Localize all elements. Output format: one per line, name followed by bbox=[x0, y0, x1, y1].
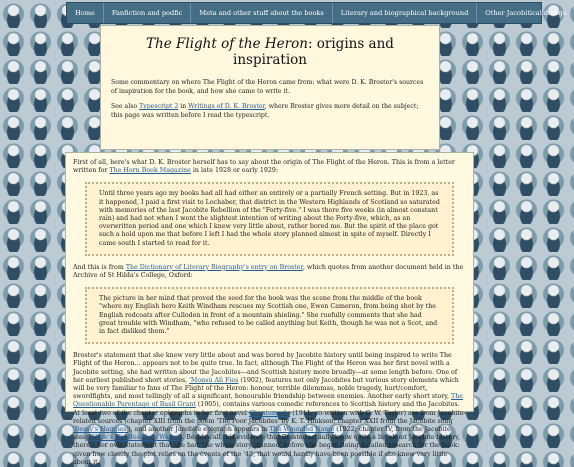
quote-block-2: The picture in her mind that proved the seed for the book was the scene from the middle of the book "where my English hero Keith Windham rescues my Scottish one, Ewen Cameron, from being shot by the English redcoats after Culloden in front of a mountain shieling." She ruefully comments that she had great trouble with Windham, "who refused to be called anything but Keith, though he was not a Scot, and in fact disliked them." bbox=[85, 287, 454, 344]
main-content bbox=[65, 152, 474, 466]
see-also-suffix: , where Broster gives more detail on the subject; this page was written before I read the typescript. bbox=[111, 103, 419, 119]
page-title-rest: : origins and inspiration bbox=[233, 36, 394, 68]
p1-text-a: First of all, here's what D. K. Broster herself has to say about the origin of The Flight of the Heron. This is from a letter written for bbox=[73, 159, 455, 175]
writings-link[interactable]: Writings of D. K. Broster bbox=[188, 103, 265, 110]
horn-book-link[interactable]: The Horn Book Magazine bbox=[109, 167, 191, 175]
p3-text-f: (1922; chapter IV, from the Jacobite song bbox=[73, 426, 451, 442]
paragraph-3 bbox=[73, 352, 466, 467]
p3-text-a: Broster's statement that she knew very little about and was bored by Jacobite history until being inspired to write The Flight of the Heron... appears not to be quite true. In fact, although The Flight of the Heron was her first novel with a Jacobite setting, she had written about the Jacobites—and Scottish history more broadly—at some length before. One of her earliest published short stories, bbox=[73, 352, 458, 384]
page-title-italic: The Flight of the Heron bbox=[146, 36, 308, 52]
p2-text-b: , which quotes from another document held in the Archive of St Hilda's College, Oxford: bbox=[73, 263, 464, 280]
nav-home[interactable]: Home bbox=[67, 3, 104, 23]
nav-meta[interactable]: Meta and other stuff about the books bbox=[191, 3, 332, 23]
p3-text-d: (1911; co-written with G. W. Taylor) are from Jacobite-related sources (chapter XIII from the poem 'The Poor Jacobites' by K. T. Hinkson; chapter XXII from the Jacobite song bbox=[73, 409, 466, 425]
literary-biography-link[interactable]: The Dictionary of Literary Biography's entry on Broster bbox=[125, 263, 303, 271]
see-also-in: in bbox=[178, 103, 189, 110]
wounded-name-link[interactable]: The Wounded Name bbox=[269, 426, 335, 434]
bessys-haggies-link[interactable]: 'Bessy's Haggies' bbox=[73, 426, 129, 434]
p3-text-e: ), and another Jacobite epigraph appears in bbox=[128, 426, 270, 434]
typescript-2-link[interactable]: Typescript 2 bbox=[139, 103, 179, 110]
p3-text-b: (1902), features not only Jacobites but various story elements which will be very familiar to fans of The Flight of the Heron: honour, terrible dilemmas, noble tragedy, hurt/comfort, swordfights, and most tellingly of all a significant, honourable friendship between enemies. Another early short story, bbox=[73, 376, 459, 401]
p1-text-b: in late 1928 or early 1929: bbox=[190, 167, 279, 175]
quote-block-1: Until three years ago my books had all had either an entirely or a partially French setting. But in 1923, as it happened, I paid a first visit to Lochaber, that district in the Western Highlands of Scotland so saturated with memories of the last Jacobite Rebellion of the "Forty-five." I was there five weeks (in almost constant rain) and had not when I went the slightest intention of writing about the Forty-five, which, as an overwritten period and one which I knew very little about, rather bored me. But the spirit of the place got such a hold upon me that before I left I had the whole story planned almost in spite of myself. Directly I came south I started to read for it. bbox=[85, 182, 454, 255]
paragraph-2 bbox=[73, 264, 466, 280]
page-header bbox=[100, 25, 440, 150]
top-navigation bbox=[66, 2, 567, 24]
p2-text-a: And this is from bbox=[73, 263, 126, 271]
chantemerle-link[interactable]: Chantemerle bbox=[248, 409, 291, 417]
p3-text-g: ). Besides all this evidence that Broster actually knew quite a bit about Jacobite history, there's her own statement that she had 'the whole story planned' before she began doing detailed research for the book: given how closely the plot relies on the events of the '45, that would hardly have been possible if she knew very little about it. bbox=[73, 434, 460, 466]
p3-text-c: (1905), contains various comedic references to Scottish history and the Jacobites. At least two of the chapter epigraphs in her first novel bbox=[73, 401, 460, 417]
nav-fanfiction-podfic[interactable]: Fanfiction and podfic bbox=[104, 3, 191, 23]
intro-text: Some commentary on where The Flight of the Heron came from: what were D. K. Broster's sources of inspiration for the book, and how she came to write it. bbox=[111, 79, 424, 95]
basil-grant-link[interactable]: The Questionable Parentage of Basil Grant bbox=[73, 393, 464, 409]
page-title bbox=[111, 36, 429, 68]
nav-literary-background[interactable]: Literary and biographical background bbox=[333, 3, 478, 23]
paragraph-1 bbox=[73, 159, 466, 175]
nav-jacobitical-doings[interactable]: Other Jacobitical doings bbox=[485, 9, 567, 17]
health-in-water-link[interactable]: 'Here's His Health in Water' bbox=[90, 434, 180, 442]
monsu-ali-fies-link[interactable]: 'Monsù Alì Fies bbox=[189, 376, 239, 384]
see-also-prefix: See also bbox=[111, 103, 140, 110]
see-also-text bbox=[111, 102, 429, 120]
